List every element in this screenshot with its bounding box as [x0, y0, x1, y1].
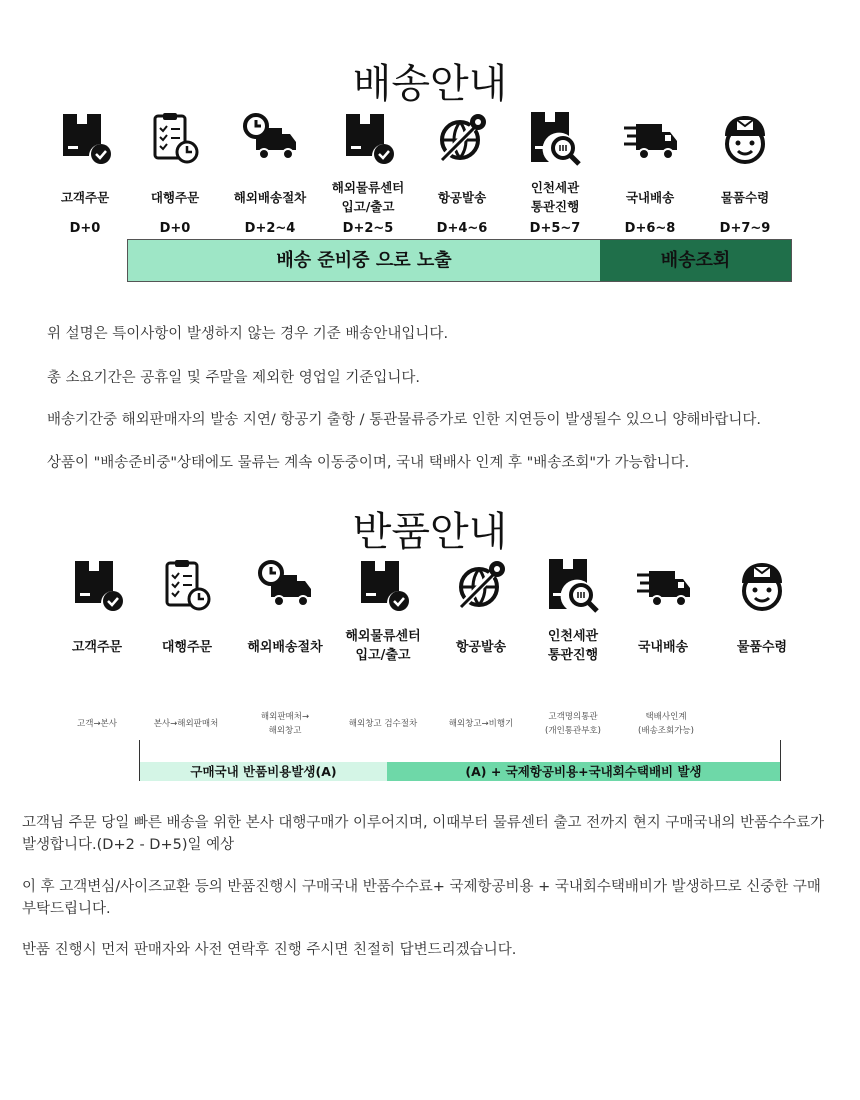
step-label-line: 입고/출고	[341, 199, 395, 214]
step-label-line: 해외물류센터	[345, 629, 421, 644]
step-label	[505, 178, 605, 216]
returns-title: 반품안내	[352, 509, 508, 555]
shipping-title: 배송안내	[352, 61, 508, 107]
step-label	[318, 178, 418, 216]
step-label	[235, 638, 335, 657]
shipping-note-3: 배송기간중 해외판매자의 발송 지연/ 항공기 출항 / 통관물류증가로 인한 지연등이 발생될수 있으니 양해바랍니다.	[47, 412, 762, 428]
substep-note	[328, 717, 438, 731]
step-label	[220, 188, 320, 207]
box-check-icon	[355, 557, 411, 613]
step-label	[712, 638, 812, 657]
step-day: D+0	[69, 221, 101, 236]
substep-line: 해외창고→비행기	[448, 719, 514, 729]
returns-bar-right-tick	[780, 740, 781, 781]
substep-line: 본사→해외판매처	[153, 719, 219, 729]
truck-clock-icon	[242, 110, 298, 166]
step-day: D+2~5	[342, 221, 394, 236]
shipping-note-4: 상품이 "배송준비중"상태에도 물류는 계속 이동중이며, 국내 택배사 인계 후 "배송조회"가 가능합니다.	[47, 455, 690, 471]
step-label-line: 입고/출고	[355, 648, 411, 663]
step-label-line: 물품수령	[736, 640, 788, 655]
step-label-line: 국내배송	[625, 190, 675, 205]
substep-note	[131, 717, 241, 731]
step-label	[35, 188, 135, 207]
step-label-line: 대행주문	[161, 640, 213, 655]
delivery-truck-icon	[635, 557, 691, 613]
truck-clock-icon	[257, 557, 313, 613]
box-search-icon	[527, 110, 583, 166]
step-label	[600, 188, 700, 207]
step-label-line: 항공발송	[455, 640, 507, 655]
step-label-line: 해외물류센터	[331, 180, 405, 195]
box-search-icon	[545, 557, 601, 613]
substep-note	[611, 710, 721, 738]
step-day: D+6~8	[624, 221, 676, 236]
substep-line: 고객명의통관	[548, 712, 598, 722]
step-label	[695, 188, 795, 207]
returns-note-3: 반품 진행시 먼저 판매자와 사전 연락후 진행 주시면 친절히 답변드리겠습니다.	[22, 942, 517, 958]
step-label-line: 해외배송절차	[233, 190, 307, 205]
bar-preparing: 배송 준비중 으로 노출	[128, 240, 600, 281]
step-label	[47, 638, 147, 657]
step-label-line: 인천세관	[547, 629, 599, 644]
step-label-line: 국내배송	[637, 640, 689, 655]
returns-bar-right: (A) + 국제항공비용+국내회수택배비 발생	[387, 762, 780, 781]
courier-face-icon	[734, 557, 790, 613]
step-day: D+7~9	[719, 221, 771, 236]
step-label	[412, 188, 512, 207]
step-label	[333, 627, 433, 665]
delivery-truck-icon	[622, 110, 678, 166]
step-label-line: 통관진행	[530, 199, 580, 214]
step-day: D+0	[159, 221, 191, 236]
substep-line: (배송조회가능)	[638, 726, 694, 736]
substep-line: (개인통관부호)	[545, 726, 601, 736]
bar-tracking: 배송조회	[600, 240, 791, 281]
globe-plane-icon	[453, 557, 509, 613]
step-label	[613, 638, 713, 657]
shipping-note-2: 총 소요기간은 공휴일 및 주말을 제외한 영업일 기준입니다.	[47, 370, 421, 386]
returns-bar-left: 구매국내 반품비용발생(A)	[140, 762, 387, 781]
step-day: D+5~7	[529, 221, 581, 236]
step-label-line: 인천세관	[530, 180, 580, 195]
step-label-line: 통관진행	[547, 648, 599, 663]
returns-note-2: 이 후 고객변심/사이즈교환 등의 반품진행시 구매국내 반품수수료+ 국제항공비용 + 국내회수택배비가 발생하므로 신중한 구매 부탁드립니다.	[22, 879, 821, 917]
substep-line: 해외창고	[268, 726, 302, 736]
clipboard-clock-icon	[147, 110, 203, 166]
box-check-icon	[340, 110, 396, 166]
step-label-line: 해외배송절차	[247, 640, 323, 655]
step-label	[523, 627, 623, 665]
substep-line: 해외판매처→	[260, 712, 310, 722]
shipping-status-bar	[127, 239, 792, 282]
substep-line: 고객→본사	[77, 719, 117, 729]
globe-plane-icon	[434, 110, 490, 166]
returns-note-1: 고객님 주문 당일 빠른 배송을 위한 본사 대행구매가 이루어지며, 이때부터 물류센터 출고 전까지 현지 구매국내의 반품수수료가 발생합니다.(D+2 - D+5)일 예상	[22, 815, 825, 853]
step-label	[125, 188, 225, 207]
substep-line: 해외창고 검수절차	[348, 719, 418, 729]
box-check-icon	[69, 557, 125, 613]
substep-line: 택배사인계	[645, 712, 687, 722]
step-label-line: 고객주문	[60, 190, 110, 205]
courier-face-icon	[717, 110, 773, 166]
substep-note	[230, 710, 340, 738]
step-day: D+4~6	[436, 221, 488, 236]
shipping-note-1: 위 설명은 특이사항이 발생하지 않는 경우 기준 배송안내입니다.	[47, 326, 449, 342]
step-label	[137, 638, 237, 657]
step-label-line: 물품수령	[720, 190, 770, 205]
step-label-line: 고객주문	[71, 640, 123, 655]
step-label-line: 항공발송	[437, 190, 487, 205]
box-check-icon	[57, 110, 113, 166]
step-label-line: 대행주문	[150, 190, 200, 205]
clipboard-clock-icon	[159, 557, 215, 613]
step-label	[431, 638, 531, 657]
step-day: D+2~4	[244, 221, 296, 236]
